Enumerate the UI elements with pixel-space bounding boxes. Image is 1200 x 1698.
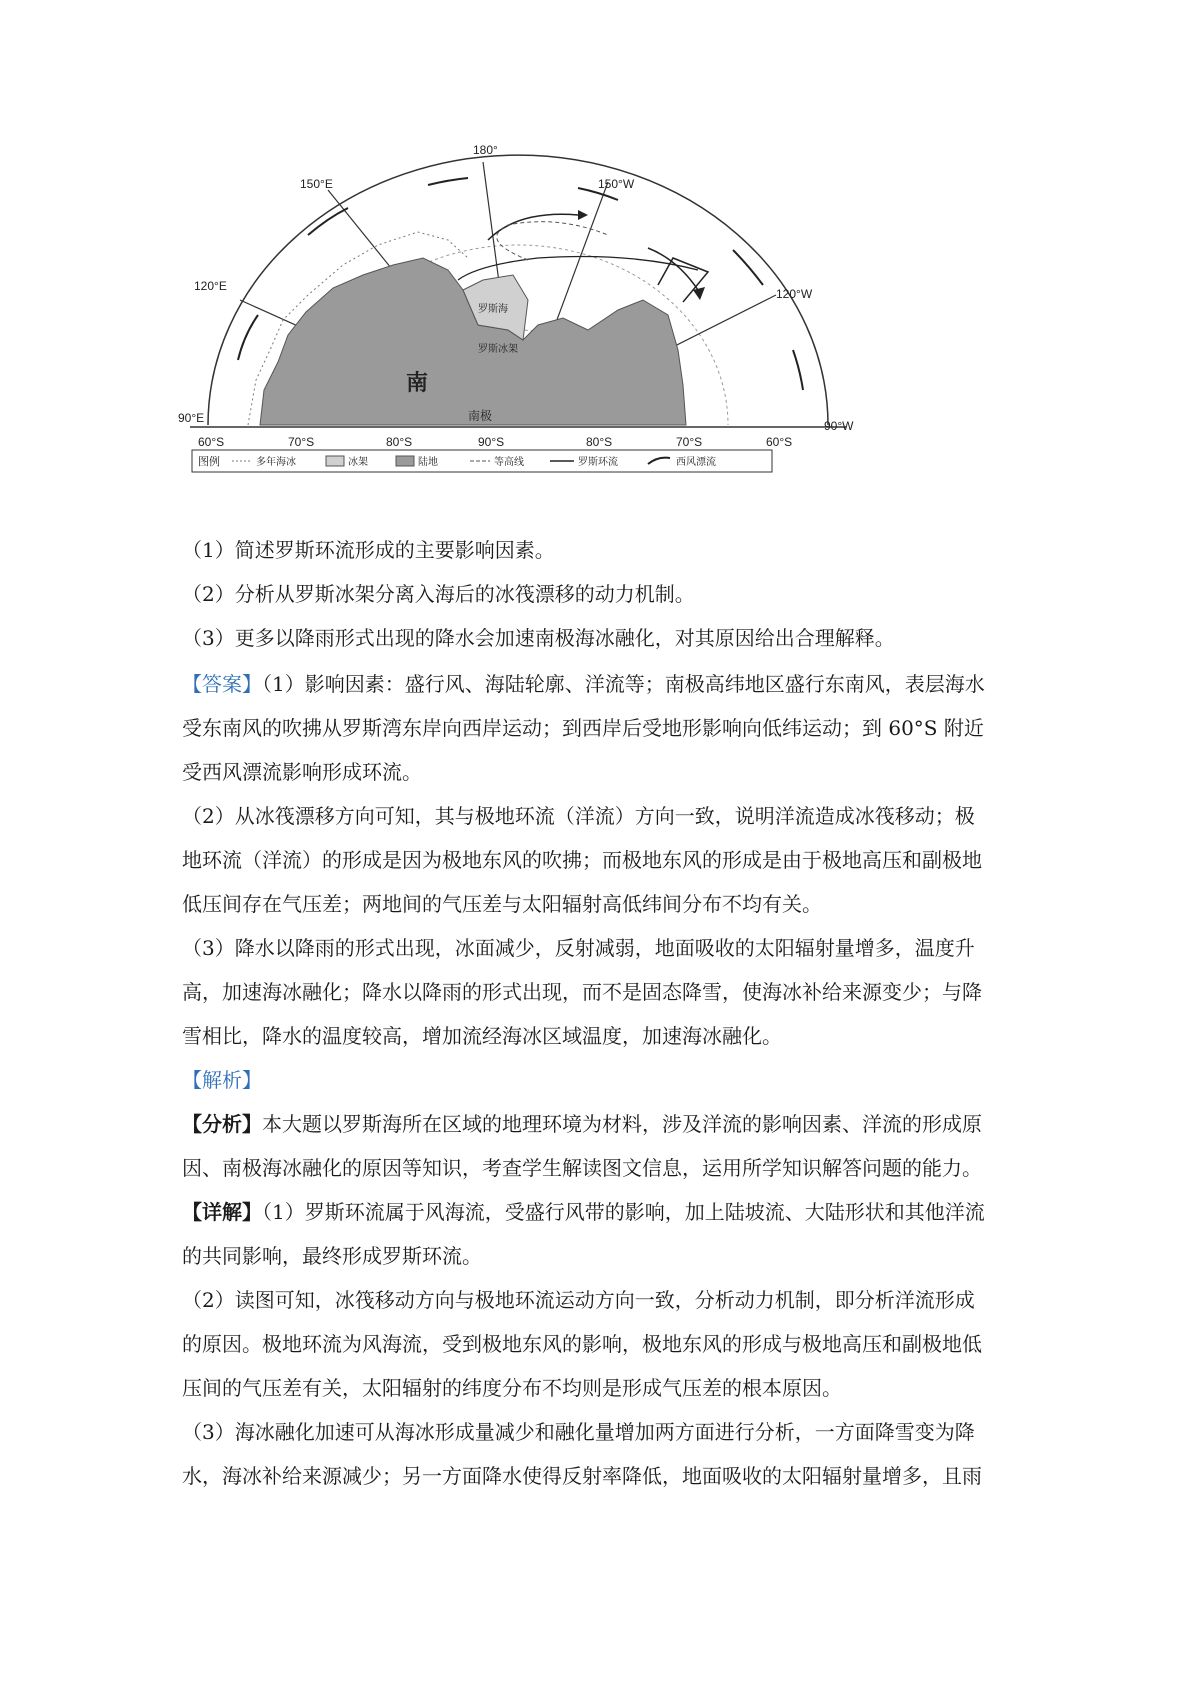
analysis-detail-3: （3）海冰融化加速可从海冰形成量减少和融化量增加两方面进行分析，一方面降雪变为降 水，海冰补给来源减少；另一方面降水使得反射率降低，地面吸收的太阳辐射量增多，且雨 [182,1420,982,1488]
legend-title: 图例 [198,456,220,468]
label-ross-ice-shelf: 罗斯冰架 [478,344,518,355]
analysis-fenxi: 【分析】本大题以罗斯海所在区域的地理环境为材料，涉及洋流的影响因素、洋流的形成原 因、南极海冰融化的原因等知识，考查学生解读图文信息，运用所学知识解答问题的能力。 [182,1112,982,1180]
label-180: 180° [473,143,498,157]
question-2: （2）分析从罗斯冰架分离入海后的冰筏漂移的动力机制。 [182,582,695,606]
fenxi-tag: 【分析】 [182,1112,262,1136]
legend-ice-shelf-symbol [326,456,344,466]
legend-ross-gyre: 罗斯环流 [578,457,618,468]
answer-3: （3）降水以降雨的形式出现，冰面减少，反射减弱，地面吸收的太阳辐射量增多，温度升 高，加速海冰融化；降水以降雨的形式出现，而不是固态降雪，使海冰补给来源变少；与降 雪相比，降水的温度较高，增加流经海冰区域温度，加速海冰融化。 [182,936,982,1048]
answer-1: 【答案】（1）影响因素：盛行风、海陆轮廓、洋流等；南极高纬地区盛行东南风，表层海水 受东南风的吹拂从罗斯湾东岸向西岸运动；到西岸后受地形影响向低纬运动；到 60°S 附近 受西风漂流影响形成环流。 [182,672,985,784]
gyre-arrowhead [578,210,588,220]
ross-gyre-current [488,214,578,240]
label-ross-sea: 罗斯海 [478,304,508,315]
analysis-detail-2: （2）读图可知，冰筏移动方向与极地环流运动方向一致，分析动力机制，即分析洋流形成 的原因。极地环流为风海流，受到极地东风的影响，极地东风的形成与极地高压和副极地低 压间的气压差有关，太阳辐射的纬度分布不均则是形成气压差的根本原因。 [182,1288,982,1400]
question-1: （1）简述罗斯环流形成的主要影响因素。 [182,538,555,562]
west-wind-drift-3 [428,178,468,185]
west-wind-drift-1 [238,315,258,360]
question-3: （3）更多以降雨形式出现的降水会加速南极海冰融化，对其原因给出合理解释。 [182,626,895,650]
analysis-heading: 【解析】 [182,1068,262,1092]
label-150e: 150°E [300,177,333,191]
legend-west-wind: 西风漂流 [676,457,716,468]
west-wind-drift-6 [793,350,803,390]
lat-label: 80°S [586,435,613,449]
label-90e: 90°E [178,411,205,425]
lat-label: 60°S [766,435,793,449]
label-90w: 90°W [824,419,854,433]
lat-label: 70°S [676,435,703,449]
answer-2: （2）从冰筏漂移方向可知，其与极地环流（洋流）方向一致，说明洋流造成冰筏移动；极 地环流（洋流）的形成是因为极地东风的吹拂；而极地东风的形成是由于极地高压和副极地 低压间存在气压差；两地间的气压差与太阳辐射高低纬间分布不均有关。 [182,804,982,916]
legend-land: 陆地 [418,457,438,468]
lat-label: 70°S [288,435,315,449]
lat-label: 80°S [386,435,413,449]
legend-sea-ice: 多年海冰 [256,457,296,468]
label-antarctica: 南极 [468,409,493,423]
antarctica-land [260,258,686,425]
ross-sea-map [178,140,858,520]
ross-gyre-current-2 [648,248,698,290]
legend-contour: 等高线 [494,457,524,468]
lat-label: 90°S [478,435,505,449]
label-south: 南 [406,370,429,395]
analysis-detail-1: 【详解】（1）罗斯环流属于风海流，受盛行风带的影响，加上陆坡流、大陆形状和其他洋流 的共同影响，最终形成罗斯环流。 [182,1200,985,1268]
label-120w: 120°W [776,287,813,301]
xiangjie-tag: 【详解】 [182,1200,262,1224]
lat-label: 60°S [198,435,225,449]
legend-land-symbol [396,456,414,466]
answer-tag: 【答案】 [182,672,262,696]
label-150w: 150°W [598,177,635,191]
label-120e: 120°E [194,279,227,293]
legend-ice-shelf: 冰架 [348,457,368,468]
